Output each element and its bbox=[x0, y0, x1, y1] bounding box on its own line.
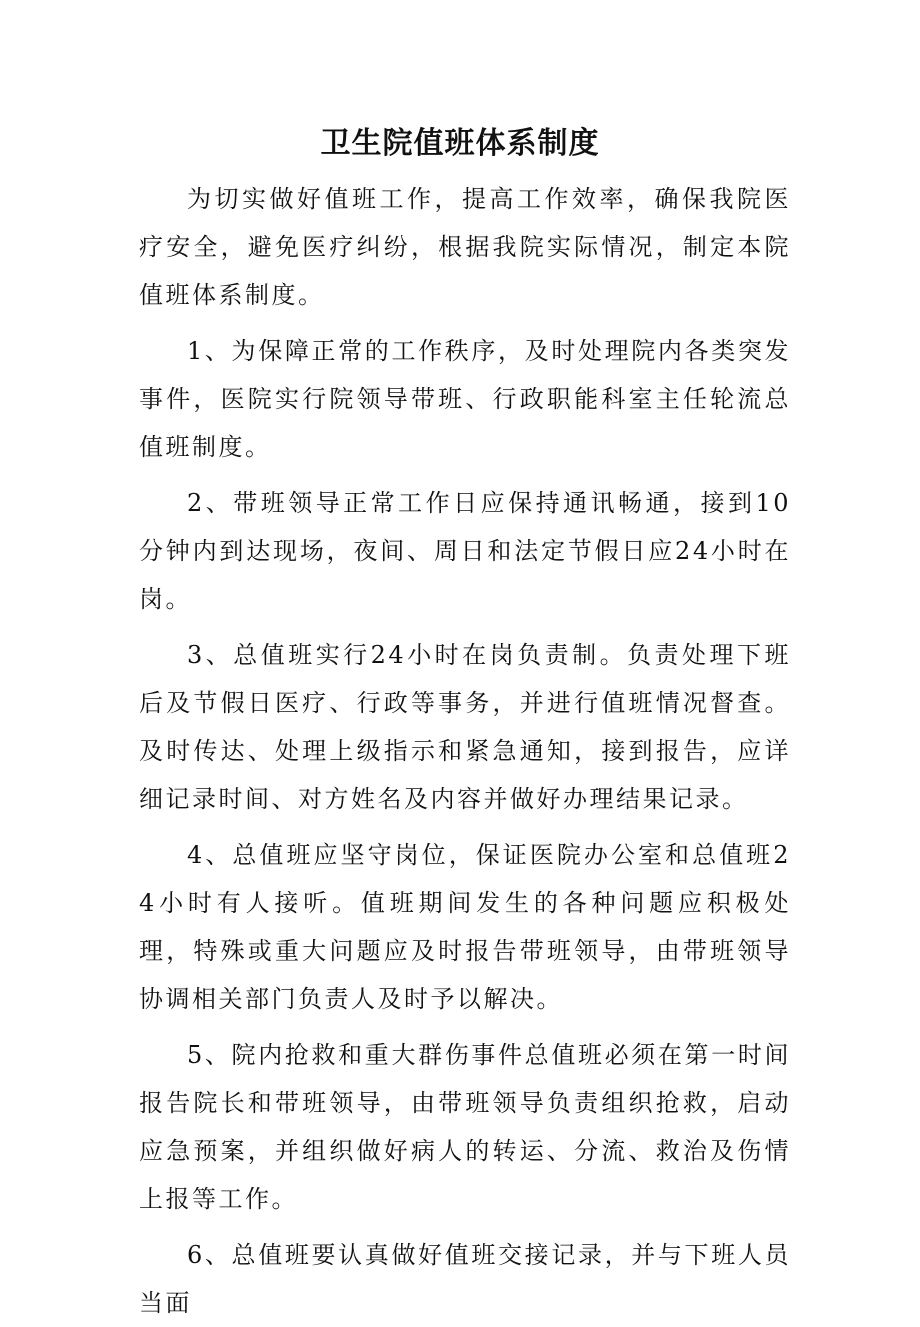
rule-paragraph-6: 6、总值班要认真做好值班交接记录，并与下班人员当面 bbox=[139, 1241, 791, 1317]
rule-paragraph-2: 2、带班领导正常工作日应保持通讯畅通，接到10分钟内到达现场，夜间、周日和法定节假日应24小时在岗。 bbox=[139, 489, 791, 613]
rule-paragraph-3: 3、总值班实行24小时在岗负责制。负责处理下班后及节假日医疗、行政等事务，并进行值班情况督查。及时传达、处理上级指示和紧急通知，接到报告，应详细记录时间、对方姓名及内容并做好办理结果记录。 bbox=[139, 641, 791, 813]
intro-paragraph: 为切实做好值班工作，提高工作效率，确保我院医疗安全，避免医疗纠纷，根据我院实际情况，制定本院值班体系制度。 bbox=[139, 185, 791, 309]
rule-paragraph-5: 5、院内抢救和重大群伤事件总值班必须在第一时间报告院长和带班领导，由带班领导负责组织抢救，启动应急预案，并组织做好病人的转运、分流、救治及伤情上报等工作。 bbox=[139, 1041, 791, 1213]
document-title: 卫生院值班体系制度 bbox=[320, 126, 600, 161]
document-body bbox=[139, 175, 791, 1327]
rule-paragraph-1: 1、为保障正常的工作秩序，及时处理院内各类突发事件，医院实行院领导带班、行政职能科室主任轮流总值班制度。 bbox=[139, 337, 791, 461]
rule-paragraph-4: 4、总值班应坚守岗位，保证医院办公室和总值班24小时有人接听。值班期间发生的各种问题应积极处理，特殊或重大问题应及时报告带班领导，由带班领导协调相关部门负责人及时予以解决。 bbox=[139, 841, 791, 1013]
